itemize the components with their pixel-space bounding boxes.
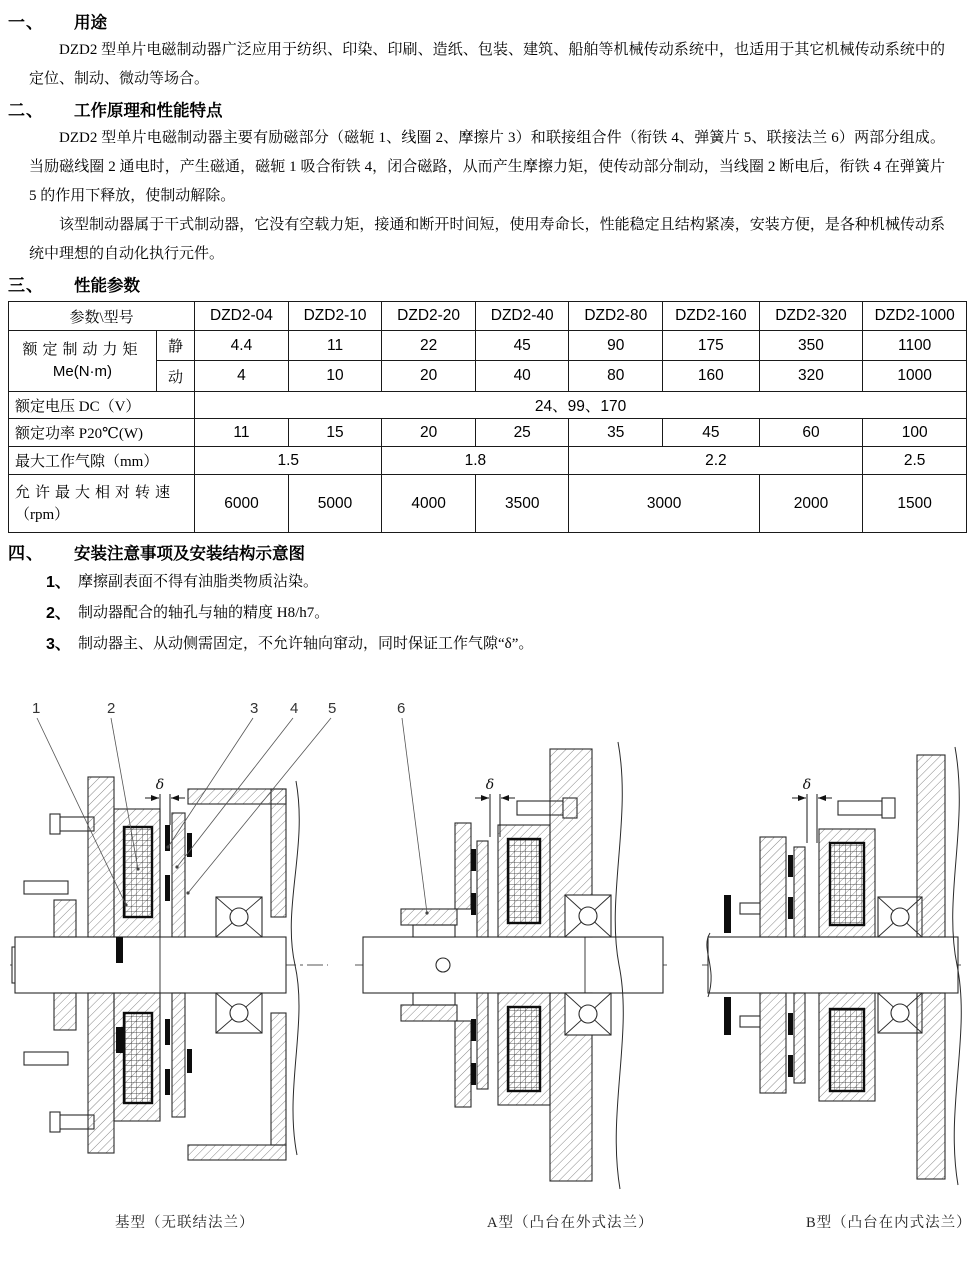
section-1-title: 用途 [74,13,107,32]
model-header: DZD2-160 [663,302,760,331]
armature [477,841,488,937]
friction-disc [788,855,793,877]
power-value: 25 [475,419,569,447]
model-header: DZD2-320 [759,302,863,331]
diagram-b-type [702,747,962,1185]
shaft [708,937,958,993]
driven-flange [917,755,945,937]
gap-value: 1.5 [195,447,382,475]
speed-value: 4000 [382,475,476,533]
section-1-heading [8,8,947,33]
caption-base-type: 基型（无联结法兰） [115,1215,255,1231]
callout-4: 4 [290,700,299,717]
power-value: 20 [382,419,476,447]
section-3-number: 三、 [8,276,44,295]
connecting-flange [455,823,471,909]
callout-leaders [397,700,429,915]
coil [830,843,864,925]
table-corner-cell: 参数\型号 [9,302,195,331]
hub-flange [54,900,76,937]
speed-value: 3500 [475,475,569,533]
gap-label: 最大工作气隙（mm） [9,447,195,475]
model-header: DZD2-80 [569,302,663,331]
item-number: 2、 [46,605,71,622]
bolt [740,903,760,914]
speed-label-line1: 允许最大相对转速 [15,484,176,501]
section-4-number: 四、 [8,544,44,563]
shaft-hole [436,958,450,972]
static-torque-value: 350 [759,331,863,361]
power-label: 额定功率 P20℃(W) [9,419,195,447]
torque-label-line2: Me(N·m) [52,363,113,380]
diagram-a-type [355,700,667,1189]
section-2-heading [8,96,947,121]
model-header: DZD2-10 [288,302,382,331]
brake-cross-section-drawings [10,697,968,1209]
model-header: DZD2-40 [475,302,569,331]
coil [508,839,540,923]
power-value: 60 [759,419,863,447]
voltage-value: 24、99、170 [195,392,967,419]
item-text: 制动器主、从动侧需固定，不允许轴向窜动，同时保证工作气隙“δ”。 [78,636,534,652]
power-value: 11 [195,419,289,447]
install-note-item [46,567,947,598]
speed-value: 5000 [288,475,382,533]
item-number: 1、 [46,574,71,591]
static-torque-value: 45 [475,331,569,361]
torque-label-line1: 额定制动力矩 [22,342,143,358]
callout-1: 1 [32,700,41,717]
dynamic-torque-value: 80 [569,361,663,392]
dynamic-torque-value: 40 [475,361,569,392]
break-line [291,781,299,1155]
connecting-flange [760,837,786,937]
speed-value: 1500 [863,475,967,533]
item-number: 3、 [46,636,71,653]
gap-value: 2.2 [569,447,863,475]
section-4-title: 安装注意事项及安装结构示意图 [74,544,305,563]
parameters-table [8,301,967,533]
voltage-label: 额定电压 DC（V） [9,392,195,419]
static-torque-value: 1100 [863,331,967,361]
item-text: 制动器配合的轴孔与轴的精度 H8/h7。 [78,605,330,621]
power-value: 45 [663,419,760,447]
dynamic-torque-value: 10 [288,361,382,392]
callout-6: 6 [397,700,406,717]
dynamic-torque-value: 160 [663,361,760,392]
static-torque-value: 4.4 [195,331,289,361]
caption-a-type: A型（凸台在外式法兰） [487,1215,654,1231]
install-note-item [46,598,947,629]
speed-value: 6000 [195,475,289,533]
speed-label-cell [9,475,195,533]
speed-value: 2000 [759,475,863,533]
caption-b-type: B型（凸台在内式法兰） [806,1215,972,1231]
armature [794,847,805,937]
section-3-title: 性能参数 [74,276,140,295]
dynamic-torque-value: 1000 [863,361,967,392]
torque-label-cell [9,331,157,392]
section-2-paragraph-2: 该型制动器属于干式制动器，它没有空载力矩，接通和断开时间短，使用寿命长，性能稳定且结构紧凑，安装方便，是各种机械传动系统中理想的自动化执行元件。 [29,217,945,262]
friction-disc [471,849,476,871]
diagram-base-type [10,700,336,1160]
dynamic-torque-value: 4 [195,361,289,392]
speed-label-line2: （rpm） [15,506,70,523]
bolt [838,801,882,815]
power-value: 15 [288,419,382,447]
static-torque-value: 90 [569,331,663,361]
callout-5: 5 [328,700,337,717]
power-value: 35 [569,419,663,447]
install-note-item [46,629,947,660]
static-torque-value: 175 [663,331,760,361]
dynamic-torque-value: 320 [759,361,863,392]
dynamic-torque-value: 20 [382,361,476,392]
mounting-plate [88,777,114,937]
coil [124,827,152,917]
section-2-paragraph-1: DZD2 型单片电磁制动器主要有励磁部分（磁轭 1、线圈 2、摩擦片 3）和联接组合件（衔铁 4、弹簧片 5、联接法兰 6）两部分组成。当励磁线圈 2 通电时，产生磁通，磁轭 1 吸合衔铁 4，闭合磁路，从而产生摩擦力矩，使传动部分制动，当线圈 2 断电后，衔铁 4 在弹簧片 5 的作用下释放，使制动解除。 [29,130,945,204]
model-header: DZD2-20 [382,302,476,331]
installation-diagrams [10,697,968,1209]
section-1-paragraph: DZD2 型单片电磁制动器广泛应用于纺织、印染、印刷、造纸、包装、建筑、船舶等机械传动系统中，也适用于其它机械传动系统中的定位、制动、微动等场合。 [29,42,945,87]
model-header: DZD2-04 [195,302,289,331]
static-row-label: 静 [156,331,194,361]
flange-boss [401,909,457,925]
delta-symbol: δ [485,777,495,793]
static-torque-value: 11 [288,331,382,361]
section-3-heading [8,271,947,296]
callout-2: 2 [107,700,116,717]
section-4-heading [8,539,947,564]
bolt [24,881,68,894]
section-1-number: 一、 [8,13,44,32]
model-header: DZD2-1000 [863,302,967,331]
section-2-title: 工作原理和性能特点 [74,101,223,120]
section-2-number: 二、 [8,101,44,120]
shaft [363,937,663,993]
speed-value: 3000 [569,475,759,533]
item-text: 摩擦副表面不得有油脂类物质沾染。 [78,574,319,590]
dynamic-row-label: 动 [156,361,194,392]
delta-symbol: δ [155,777,165,793]
static-torque-value: 22 [382,331,476,361]
delta-symbol: δ [802,777,812,793]
gap-value: 1.8 [382,447,569,475]
power-value: 100 [863,419,967,447]
shaft [15,937,286,993]
callout-3: 3 [250,700,259,717]
gap-value: 2.5 [863,447,967,475]
